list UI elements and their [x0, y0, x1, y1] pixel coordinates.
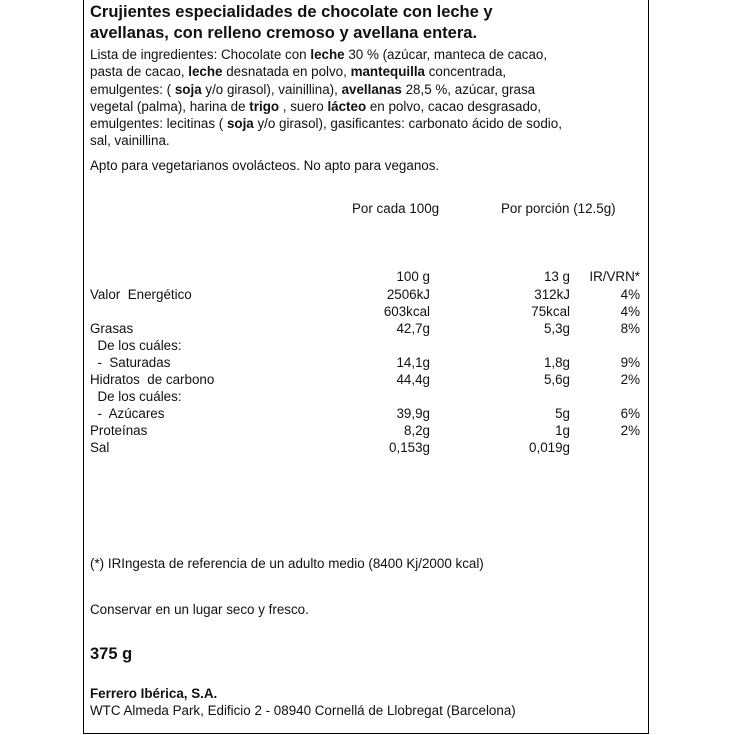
value-per-100: 2506kJ [386, 287, 430, 302]
value-portion: 312kJ [534, 287, 570, 302]
ingredients-text: 30 % (azúcar, manteca de cacao, [344, 47, 548, 62]
ingredients-line [90, 98, 640, 115]
value-per-100: 14,1g [396, 355, 430, 370]
nutrition-row [0, 439, 735, 456]
nutrition-row [0, 405, 735, 422]
header-per-portion: Por porción (12.5g) [501, 201, 616, 216]
allergen-text: lácteo [327, 98, 367, 114]
allergen-text: avellanas [341, 81, 402, 97]
unit-ir: IR/VRN* [589, 269, 640, 284]
value-ir: 9% [620, 355, 640, 370]
ingredients-text: vegetal (palma), harina de [90, 98, 250, 114]
value-per-100: 44,4g [396, 372, 430, 387]
title-line-1: Crujientes especialidades de chocolate con leche y [90, 3, 493, 21]
nutrient-label: - Azúcares [90, 406, 165, 421]
nutrition-row [0, 371, 735, 388]
allergen-text: soja [174, 81, 202, 97]
storage-note: Conservar en un lugar seco y fresco. [90, 602, 309, 617]
ingredients-text: emulgentes: lecitinas ( [90, 116, 227, 132]
allergen-text: leche [310, 47, 345, 62]
value-portion: 5g [555, 406, 570, 421]
ingredients-text: 28,5 %, azúcar, grasa [401, 81, 536, 97]
value-ir: 8% [620, 321, 640, 336]
value-per-100: 39,9g [396, 406, 430, 421]
nutrient-label: - Saturadas [90, 355, 171, 370]
nutrition-row [0, 422, 735, 439]
value-ir: 2% [620, 372, 640, 387]
nutrition-row [0, 388, 735, 405]
value-ir: 2% [620, 423, 640, 438]
ingredients-line [90, 63, 640, 80]
ingredients-text: desnatada en polvo, [222, 64, 351, 80]
nutrient-label: De los cuáles: [90, 389, 182, 404]
nutrition-row [0, 303, 735, 320]
unit-per-100: 100 g [396, 269, 430, 284]
nutrient-label: Sal [90, 440, 110, 455]
ingredients-list [90, 46, 640, 150]
ingredients-text: Lista de ingredientes: Chocolate con [90, 47, 311, 62]
allergen-text: trigo [249, 98, 280, 114]
nutrition-row [0, 354, 735, 371]
value-ir: 4% [620, 304, 640, 319]
nutrition-row [0, 286, 735, 303]
ingredients-text: concentrada, [425, 64, 507, 80]
value-per-100: 42,7g [396, 321, 430, 336]
value-per-100: 0,153g [389, 440, 430, 455]
ingredients-text: emulgentes: ( [90, 81, 175, 97]
nutrient-label: Valor Energético [90, 287, 192, 302]
value-ir: 6% [620, 406, 640, 421]
unit-portion: 13 g [543, 269, 570, 284]
allergen-text: leche [188, 64, 223, 80]
value-portion: 1g [555, 423, 570, 438]
ir-footnote: (*) IRIngesta de referencia de un adulto medio (8400 Kj/2000 kcal) [90, 556, 484, 571]
nutrient-label: De los cuáles: [90, 338, 182, 353]
ingredients-line [90, 81, 640, 98]
ingredients-text: y/o girasol), gasificantes: carbonato ácido de sodio, [253, 116, 562, 132]
value-portion: 5,6g [543, 372, 570, 387]
ingredients-line: sal, vainillina. [90, 133, 170, 149]
units-row [0, 268, 735, 285]
value-ir: 4% [620, 287, 640, 302]
nutrient-label: Grasas [90, 321, 134, 336]
diet-note: Apto para vegetarianos ovolácteos. No apto para veganos. [90, 158, 440, 173]
title-line-2: avellanas, con relleno cremoso y avellana entera. [90, 24, 478, 42]
value-portion: 0,019g [529, 440, 570, 455]
nutrition-row [0, 320, 735, 337]
value-per-100: 8,2g [403, 423, 430, 438]
ingredients-line [90, 115, 640, 132]
header-per-100g: Por cada 100g [352, 201, 440, 216]
ingredients-text: en polvo, cacao desgrasado, [366, 98, 542, 114]
product-title [90, 2, 640, 44]
ingredients-text: pasta de cacao, [90, 64, 189, 80]
value-portion: 1,8g [543, 355, 570, 370]
allergen-text: mantequilla [350, 64, 425, 80]
ingredients-text: y/o girasol), vainillina), [201, 81, 342, 97]
value-portion: 5,3g [543, 321, 570, 336]
ingredients-line [90, 46, 640, 63]
value-per-100: 603kcal [383, 304, 430, 319]
net-weight: 375 g [90, 645, 133, 663]
company-address: WTC Almeda Park, Edificio 2 - 08940 Cornellá de Llobregat (Barcelona) [90, 703, 516, 718]
allergen-text: soja [226, 116, 254, 132]
ingredients-text: , suero [279, 98, 328, 114]
value-portion: 75kcal [531, 304, 570, 319]
nutrient-label: Hidratos de carbono [90, 372, 215, 387]
nutrition-row [0, 337, 735, 354]
company-name: Ferrero Ibérica, S.A. [90, 686, 218, 701]
nutrient-label: Proteínas [90, 423, 148, 438]
